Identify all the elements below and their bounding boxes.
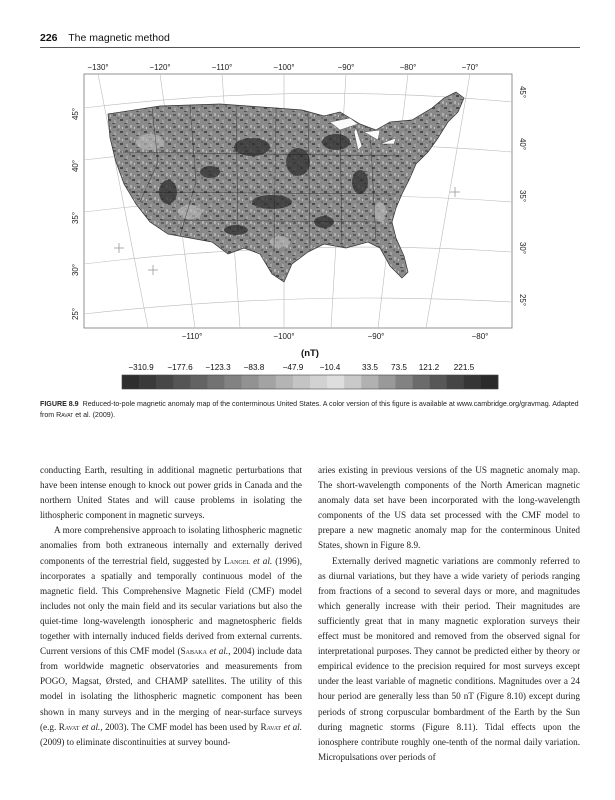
colorbar <box>122 375 498 389</box>
bottom-lon-label: −90° <box>367 332 385 341</box>
colorbar-tick: 73.5 <box>391 363 407 372</box>
caption-text: et al. (2009). <box>73 411 116 419</box>
top-lon-label: −90° <box>337 63 355 72</box>
body-column-left <box>40 463 302 750</box>
colorbar-tick: −83.8 <box>243 363 265 372</box>
bottom-lon-label: −80° <box>471 332 489 341</box>
colorbar-swatch <box>481 375 498 389</box>
top-lon-label: −80° <box>399 63 417 72</box>
colorbar-swatch <box>173 375 190 389</box>
colorbar-swatch <box>310 375 327 389</box>
left-lat-label: 45° <box>71 107 80 121</box>
caption-label: FIGURE 8.9 <box>40 400 79 408</box>
colorbar-tick: 33.5 <box>362 363 378 372</box>
colorbar-swatch <box>276 375 293 389</box>
colorbar-swatch <box>361 375 378 389</box>
colorbar-swatch <box>378 375 395 389</box>
bottom-lon-label: −110° <box>181 332 203 341</box>
colorbar-swatch <box>259 375 276 389</box>
top-lon-label: −130° <box>87 63 109 72</box>
bottom-lon-label: −100° <box>273 332 295 341</box>
right-lat-label: 45° <box>518 85 527 99</box>
top-lon-label: −110° <box>211 63 233 72</box>
colorbar-swatch <box>190 375 207 389</box>
colorbar-swatch <box>139 375 156 389</box>
left-lat-label: 25° <box>71 307 80 321</box>
colorbar-swatch <box>293 375 310 389</box>
left-lat-label: 30° <box>71 263 80 277</box>
caption-text: Reduced-to-pole magnetic anomaly map of the conterminous United States. A color version of this figure is available at www.cambridge.org/gravmag. Adapted from <box>40 400 579 419</box>
colorbar-swatch <box>156 375 173 389</box>
colorbar-tick: 221.5 <box>453 363 475 372</box>
colorbar-tick: −177.6 <box>167 363 193 372</box>
top-lon-label: −70° <box>461 63 479 72</box>
left-lat-label: 40° <box>71 159 80 173</box>
running-title: The magnetic method <box>68 32 170 44</box>
body-column-right <box>318 463 580 765</box>
magnetic-anomaly-map <box>40 52 580 397</box>
colorbar-swatch <box>430 375 447 389</box>
colorbar-swatch <box>344 375 361 389</box>
right-lat-label: 40° <box>518 137 527 151</box>
colorbar-swatch <box>464 375 481 389</box>
colorbar-tick: −310.9 <box>128 363 154 372</box>
paragraph: A more comprehensive approach to isolating lithospheric magnetic anomalies from both extraneous internally and externally derived components of the terrestrial field, suggested by Langel et al. (1996), incorporates a spatially and temporally continuous model of the magnetic field. This Comprehensive Magnetic Field (CMF) model includes not only the main field and its secular variations but also the quiet-time long-wavelength ionospheric and magnetospheric fields together with internally induced fields derived from external currents. Current versions of this CMF model (Sabaka et al., 2004) include data from worldwide magnetic observatories and measurements from POGO, Magsat, Ørsted, and CHAMP satellites. The utility of this model in isolating the lithospheric magnetic component has been shown in many surveys and in the merging of near-surface surveys (e.g. Ravat et al., 2003). The CMF model has been used by Ravat et al. (2009) to eliminate discontinuities at survey bound- <box>40 525 303 747</box>
right-lat-label: 25° <box>518 293 527 307</box>
header-rule <box>40 47 580 48</box>
colorbar-swatch <box>207 375 224 389</box>
colorbar-swatch <box>413 375 430 389</box>
paragraph: aries existing in previous versions of the US magnetic anomaly map. The short-wavelength components of the North American magnetic anomaly data set have been incorporated with the long-wavelength components of the US data set processed with the CMF model to prepare a new magnetic anomaly map for the conterminous United States, shown in Figure 8.9. <box>318 465 580 551</box>
top-lon-label: −120° <box>149 63 171 72</box>
colorbar-swatch <box>327 375 344 389</box>
colorbar-swatch <box>447 375 464 389</box>
colorbar-unit: (nT) <box>301 348 319 359</box>
right-lat-label: 35° <box>518 189 527 203</box>
colorbar-tick: 121.2 <box>418 363 440 372</box>
left-lat-label: 35° <box>71 211 80 225</box>
figure-caption <box>40 399 580 421</box>
colorbar-tick: −123.3 <box>205 363 231 372</box>
figure-8-9 <box>40 52 580 397</box>
right-lat-label: 30° <box>518 241 527 255</box>
colorbar-tick: −10.4 <box>319 363 341 372</box>
colorbar-swatch <box>122 375 139 389</box>
colorbar-swatch <box>242 375 259 389</box>
colorbar-swatch <box>225 375 242 389</box>
colorbar-swatch <box>395 375 412 389</box>
top-lon-label: −100° <box>273 63 295 72</box>
caption-author: Ravat <box>56 411 74 419</box>
paragraph: conducting Earth, resulting in additional magnetic perturbations that have been intense enough to knock out power grids in Canada and the northern United States and will cause problems in isolating the lithospheric component in magnetic surveys. <box>40 465 302 521</box>
page-number: 226 <box>40 32 58 44</box>
paragraph: Externally derived magnetic variations are commonly referred to as diurnal variations, but they have a wide variety of periods ranging from fractions of a second to several days or more, and magnitudes which generally increase with their period. Their magnitudes are sufficiently great that in many magnetic exploration surveys their effect must be monitored and removed from the observed signal for interpretational purposes. They cannot be predicted either by theory or empirical evidence to the precision required for most surveys except under the least variable of magnetic conditions. Magnitudes over a 24 hour period are generally less than 50 nT (Figure 8.10) except during periods of strong corpuscular bombardment of the Earth by the Sun during magnetic storms (Figure 8.11). Tidal effects upon the ionosphere contribute roughly one-tenth of the normal daily variation. Micropulsations over periods of <box>318 555 580 762</box>
running-header <box>40 32 580 48</box>
colorbar-tick: −47.9 <box>282 363 304 372</box>
